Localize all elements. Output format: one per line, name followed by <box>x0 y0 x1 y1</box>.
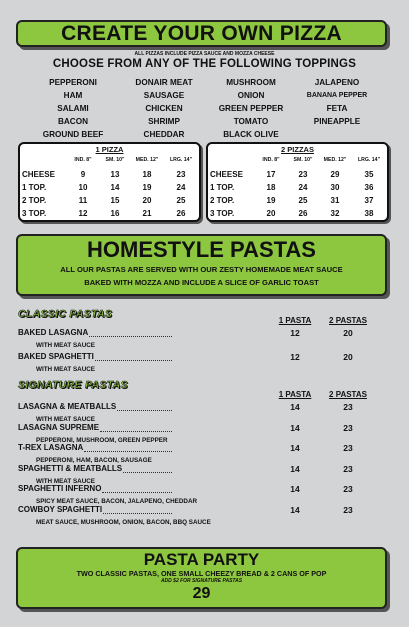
pasta-item-name <box>18 352 94 361</box>
row-label: 1 TOP. <box>210 183 235 192</box>
price-cell: 29 <box>330 170 340 179</box>
pasta-item-name <box>18 443 83 452</box>
topping-item: DONAIR MEAT <box>135 78 193 87</box>
toppings-column-1 <box>28 76 118 141</box>
price-cell: 32 <box>330 209 340 218</box>
topping-item: MUSHROOM <box>226 78 276 87</box>
pasta-price-1: 14 <box>290 463 300 474</box>
topping-item: FETA <box>326 104 348 113</box>
price-cell: 35 <box>364 170 374 179</box>
price-cell: 21 <box>142 209 152 218</box>
topping-item: PINEAPPLE <box>313 117 361 126</box>
row-label: 3 TOP. <box>22 209 47 218</box>
pasta-subtitle-1: ALL OUR PASTAS ARE SERVED WITH OUR ZESTY HOMEMADE MEAT SAUCE <box>60 265 343 274</box>
price-cell: 14 <box>110 183 120 192</box>
topping-item: ONION <box>237 91 265 100</box>
price-cell: 24 <box>298 183 308 192</box>
col-head-1-pasta: 1 PASTA <box>278 316 312 325</box>
pasta-price-1: 14 <box>290 443 300 453</box>
size-header: SM. 10" <box>105 157 125 163</box>
price-box-title: 2 PIZZAS <box>281 145 314 154</box>
pasta-price-2: 23 <box>343 443 353 453</box>
price-cell: 26 <box>176 209 186 218</box>
pasta-party-banner <box>16 547 387 609</box>
price-cell: 20 <box>142 196 152 205</box>
topping-item: SAUSAGE <box>143 91 185 100</box>
size-header: MED. 12" <box>323 157 347 163</box>
pasta-title: HOMESTYLE PASTAS <box>87 237 316 262</box>
signature-pastas-heading: SIGNATURE PASTAS <box>18 379 128 391</box>
dot-leader <box>100 431 172 432</box>
toppings-column-2 <box>118 76 210 141</box>
one-pizza-price-box <box>18 142 201 222</box>
two-pizzas-price-box <box>206 142 389 222</box>
classic-pastas-heading: CLASSIC PASTAS <box>18 308 113 320</box>
dot-leader <box>103 513 172 514</box>
pasta-item-name <box>18 423 99 432</box>
price-cell: 26 <box>298 209 308 218</box>
pizza-title: CREATE YOUR OWN PIZZA <box>61 22 342 45</box>
pasta-item-description: MEAT SAUCE, MUSHROOM, ONION, BACON, BBQ SAUCE <box>36 518 211 526</box>
pasta-subtitle-2: BAKED WITH MOZZA AND INCLUDE A SLICE OF GARLIC TOAST <box>84 278 319 287</box>
pasta-item-name <box>18 328 88 337</box>
topping-item: BANANA PEPPER <box>306 92 368 99</box>
pasta-price-1: 12 <box>290 328 300 338</box>
toppings-heading: CHOOSE FROM ANY OF THE FOLLOWING TOPPINGS <box>52 58 357 70</box>
topping-item: JALAPENO <box>314 78 360 87</box>
pasta-item-description: WITH MEAT SAUCE <box>36 366 95 373</box>
price-cell: 20 <box>266 209 276 218</box>
pasta-party-description: TWO CLASSIC PASTAS, ONE SMALL CHEEZY BREAD & 2 CANS OF POP <box>76 569 327 578</box>
topping-item: GROUND BEEF <box>42 130 104 139</box>
row-label: 2 TOP. <box>22 196 47 205</box>
pasta-item-label: LASAGNA SUPREME <box>18 422 100 432</box>
price-cell: 23 <box>176 170 186 179</box>
pasta-price-2: 23 <box>343 463 353 474</box>
price-cell: 30 <box>330 183 340 192</box>
topping-item: CHEDDAR <box>143 130 185 139</box>
pasta-item-description: WITH MEAT SAUCE <box>36 477 95 485</box>
price-cell: 25 <box>176 196 186 205</box>
size-header: IND. 8" <box>74 157 92 163</box>
pasta-item-name <box>18 402 116 411</box>
price-cell: 10 <box>78 183 88 192</box>
pasta-item-label: BAKED SPAGHETTI <box>18 352 94 361</box>
pasta-item-label: SPAGHETTI INFERNO <box>18 484 102 493</box>
pasta-price-2: 20 <box>343 328 353 338</box>
toppings-column-3 <box>210 76 292 141</box>
pasta-item-description: PEPPERONI, MUSHROOM, GREEN PEPPER <box>36 436 168 444</box>
size-header: LRG. 14" <box>357 157 381 163</box>
size-header: SM. 10" <box>293 157 313 163</box>
pasta-item-label: BAKED LASAGNA <box>18 328 89 337</box>
pasta-item-description: SPICY MEAT SAUCE, BACON, JALAPENO, CHEDDAR <box>36 498 198 505</box>
pasta-price-2: 23 <box>343 422 353 433</box>
price-cell: 18 <box>266 183 276 192</box>
topping-item: CHICKEN <box>145 104 183 113</box>
size-header: MED. 12" <box>135 157 159 163</box>
topping-item: PEPPERONI <box>49 78 97 87</box>
pasta-party-price: 29 <box>192 585 211 602</box>
dot-leader <box>123 472 172 473</box>
pasta-price-1: 14 <box>290 504 300 515</box>
dot-leader <box>95 360 172 361</box>
topping-item: GREEN PEPPER <box>218 104 284 113</box>
price-box-title: 1 PIZZA <box>95 145 124 154</box>
pizza-note: ALL PIZZAS INCLUDE PIZZA SAUCE AND MOZZA CHEESE <box>134 51 275 57</box>
topping-item: BLACK OLIVE <box>223 130 279 139</box>
price-cell: 19 <box>266 196 276 205</box>
price-cell: 16 <box>110 209 120 218</box>
topping-item: TOMATO <box>233 117 269 126</box>
pasta-item-name <box>18 505 102 514</box>
topping-item: HAM <box>63 91 83 100</box>
price-cell: 36 <box>364 183 374 192</box>
row-label: 1 TOP. <box>22 183 47 192</box>
pasta-party-title: PASTA PARTY <box>143 550 260 569</box>
pasta-price-2: 23 <box>343 504 353 515</box>
pasta-item-label: T-REX LASAGNA <box>18 443 84 452</box>
row-label: 2 TOP. <box>210 196 235 205</box>
price-cell: 31 <box>330 196 340 205</box>
pasta-banner <box>16 234 387 296</box>
dot-leader <box>102 492 172 493</box>
pasta-item-name <box>18 464 122 473</box>
price-cell: 23 <box>298 170 308 179</box>
pizza-banner <box>16 20 387 47</box>
pasta-item-description: PEPPERONI, HAM, BACON, SAUSAGE <box>36 457 152 464</box>
price-cell: 18 <box>142 170 152 179</box>
col-head-1-pasta-signature: 1 PASTA <box>278 390 312 399</box>
pasta-price-1: 12 <box>290 352 300 362</box>
pasta-price-1: 14 <box>290 484 300 494</box>
price-cell: 24 <box>176 183 186 192</box>
col-head-2-pastas-signature: 2 PASTAS <box>329 390 367 399</box>
pasta-price-2: 23 <box>343 402 353 412</box>
pasta-item-label: LASAGNA & MEATBALLS <box>18 402 117 411</box>
price-cell: 17 <box>266 170 276 179</box>
pasta-price-2: 20 <box>343 352 353 362</box>
price-cell: 12 <box>78 209 88 218</box>
dot-leader <box>84 451 172 452</box>
pasta-item-name <box>18 484 101 493</box>
dot-leader <box>89 336 172 337</box>
pasta-price-1: 14 <box>290 402 300 412</box>
price-cell: 15 <box>110 196 120 205</box>
price-cell: 25 <box>298 196 308 205</box>
row-label: CHEESE <box>210 170 243 179</box>
pasta-price-2: 23 <box>343 484 353 494</box>
pasta-item-label: COWBOY SPAGHETTI <box>18 504 103 514</box>
price-cell: 11 <box>78 196 88 205</box>
topping-item: SHRIMP <box>148 117 180 126</box>
pasta-item-label: SPAGHETTI & MEATBALLS <box>18 463 123 473</box>
price-cell: 37 <box>364 196 374 205</box>
row-label: 3 TOP. <box>210 209 235 218</box>
col-head-2-pastas: 2 PASTAS <box>329 316 367 325</box>
price-cell: 13 <box>110 170 120 179</box>
pasta-price-1: 14 <box>290 422 300 433</box>
row-label: CHEESE <box>22 170 55 179</box>
pasta-item-description: WITH MEAT SAUCE <box>36 342 95 349</box>
toppings-column-4 <box>296 76 378 128</box>
price-cell: 19 <box>142 183 152 192</box>
price-cell: 38 <box>364 209 374 218</box>
pasta-item-description: WITH MEAT SAUCE <box>36 416 95 423</box>
pasta-party-note: ADD $2 FOR SIGNATURE PASTAS <box>160 578 243 584</box>
topping-item: SALAMI <box>57 104 89 113</box>
price-cell: 9 <box>80 170 86 179</box>
topping-item: BACON <box>57 117 89 126</box>
size-header: IND. 8" <box>262 157 280 163</box>
dot-leader <box>117 410 172 411</box>
size-header: LRG. 14" <box>169 157 193 163</box>
